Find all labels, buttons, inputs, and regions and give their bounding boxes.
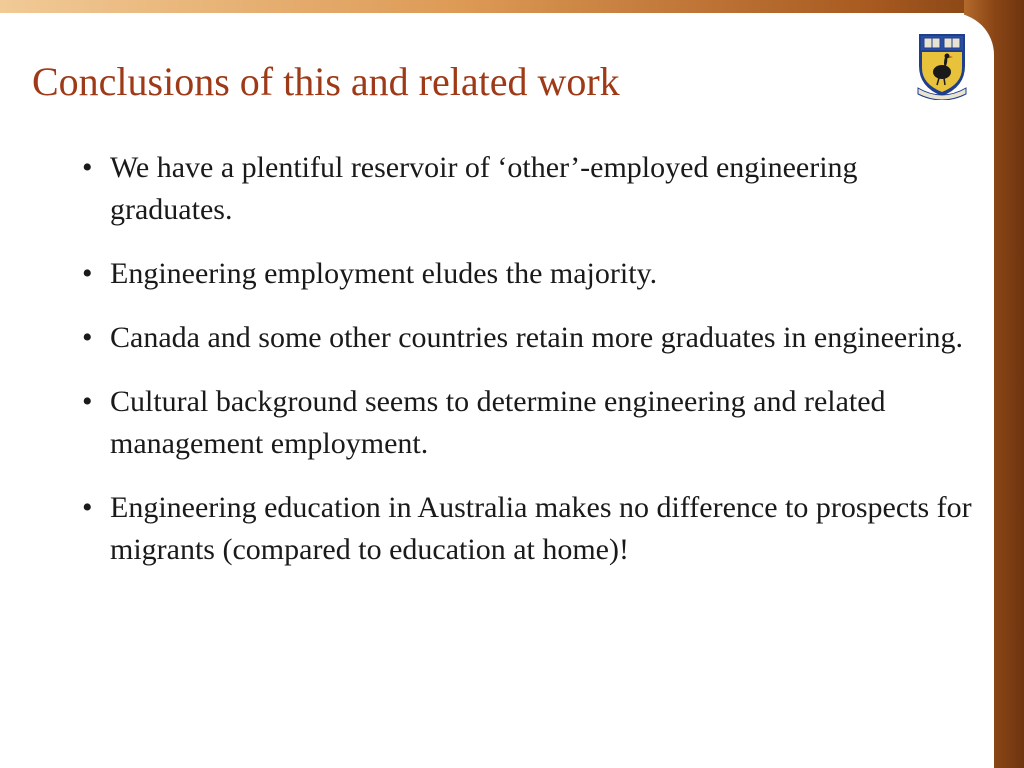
bullet-point-icon: • bbox=[82, 491, 93, 524]
bullet-point-icon: • bbox=[82, 257, 93, 290]
bullet-point-icon: • bbox=[82, 151, 93, 184]
bullet-point-icon: • bbox=[82, 385, 93, 418]
bullet-item bbox=[82, 253, 972, 295]
bullet-text: Engineering education in Australia makes no difference to prospects for migrants (compared to education at home)! bbox=[110, 491, 972, 566]
bullet-item bbox=[82, 147, 972, 231]
bullet-point-icon: • bbox=[82, 321, 93, 354]
bullet-item bbox=[82, 487, 972, 571]
bullet-text: Cultural background seems to determine engineering and related management employment. bbox=[110, 385, 886, 460]
slide-title: Conclusions of this and related work bbox=[32, 59, 620, 104]
bullet-item bbox=[82, 381, 972, 465]
bullet-list bbox=[82, 147, 972, 593]
bullet-item bbox=[82, 317, 972, 359]
bullet-text: Canada and some other countries retain more graduates in engineering. bbox=[110, 321, 964, 354]
university-crest-icon bbox=[914, 30, 970, 100]
top-accent-bar bbox=[0, 0, 1024, 13]
bullet-text: We have a plentiful reservoir of ‘other’-employed engineering graduates. bbox=[110, 151, 858, 226]
bullet-text: Engineering employment eludes the majority. bbox=[110, 257, 658, 290]
